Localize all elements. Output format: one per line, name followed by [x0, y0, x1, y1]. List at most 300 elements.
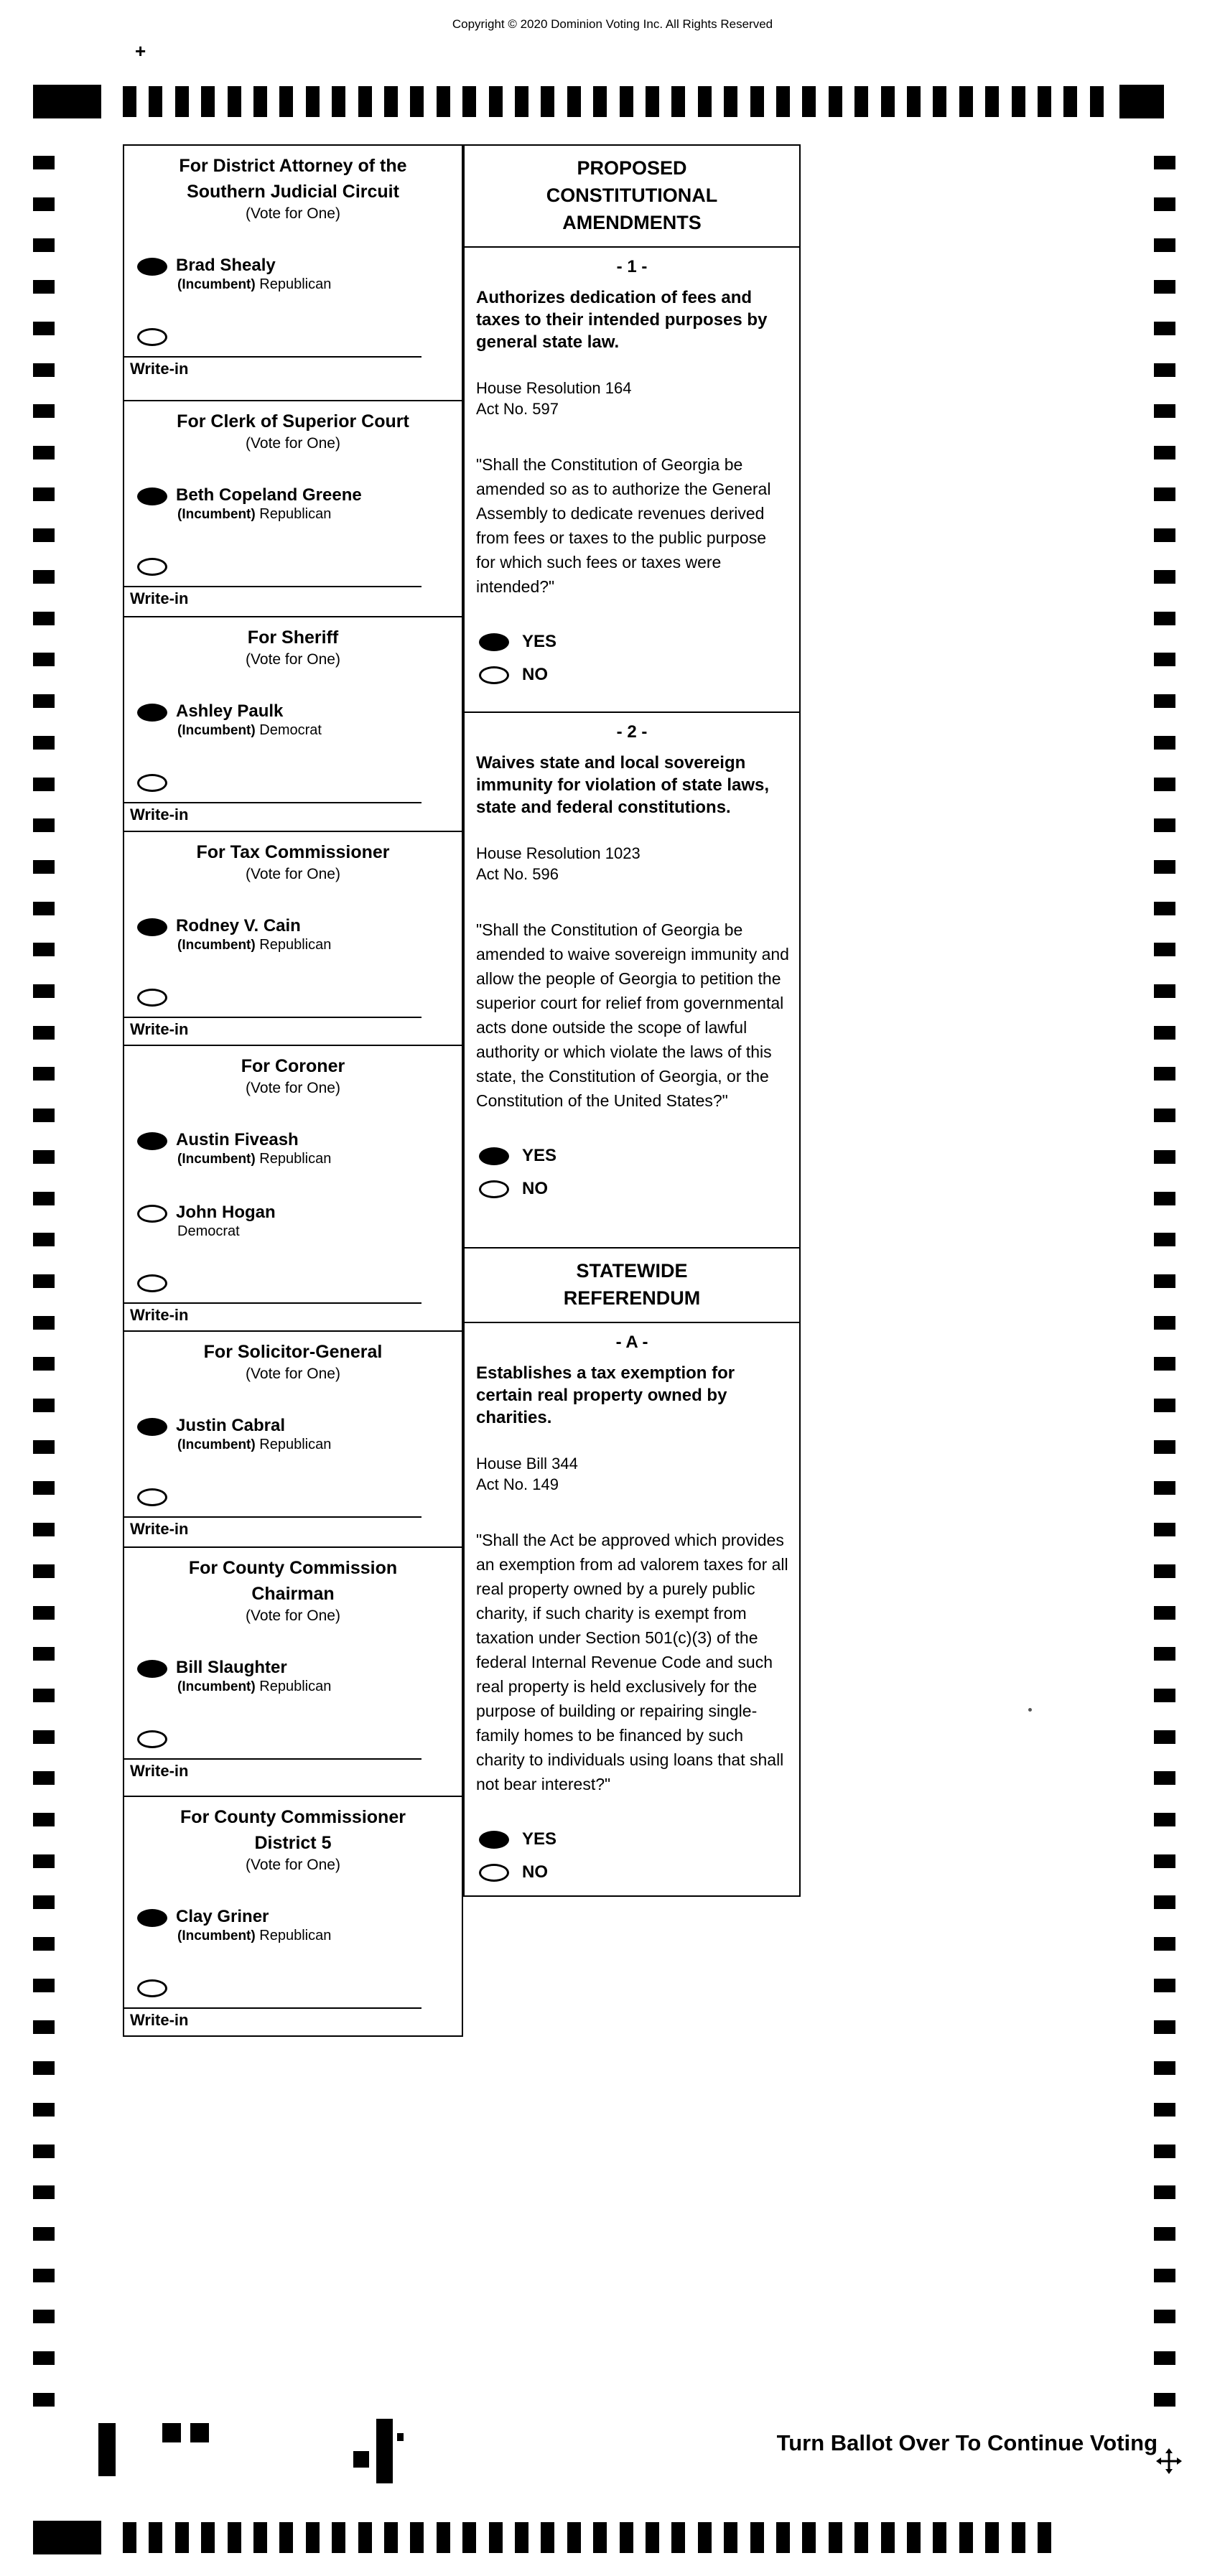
timing-mark: [1154, 1109, 1175, 1122]
timing-mark: [33, 612, 55, 625]
option-row: [479, 1179, 799, 1199]
timing-mark: [1154, 363, 1175, 377]
vote-bubble-filled[interactable]: [137, 487, 167, 505]
timing-mark: [1154, 1523, 1175, 1536]
timing-bar: [646, 2522, 659, 2553]
vote-bubble-filled[interactable]: [137, 704, 167, 722]
timing-mark: [1154, 280, 1175, 294]
timing-bar: [1012, 2522, 1025, 2553]
race-title: [124, 1555, 462, 1607]
timing-bar: [750, 86, 764, 117]
scan-dot-artifact: [1028, 1708, 1032, 1712]
timing-mark: [1154, 1440, 1175, 1454]
timing-mark: [1154, 1481, 1175, 1495]
measure-number: - A -: [615, 1333, 648, 1352]
timing-bar: [358, 2522, 372, 2553]
timing-mark: [1154, 570, 1175, 584]
timing-bar: [515, 2522, 528, 2553]
vote-bubble[interactable]: [479, 666, 509, 684]
timing-block: [33, 85, 101, 118]
timing-bar: [724, 2522, 737, 2553]
vote-bubble-filled[interactable]: [137, 1418, 167, 1436]
timing-mark: [33, 1606, 55, 1620]
race-box: [123, 1330, 463, 1548]
vote-bubble[interactable]: [479, 1864, 509, 1882]
timing-mark: [33, 570, 55, 584]
timing-mark: [1154, 156, 1175, 169]
candidate-name: Ashley Paulk: [176, 701, 284, 721]
race-title: [124, 409, 462, 434]
write-in-bubble-row: [124, 1274, 462, 1292]
timing-mark: [1154, 1192, 1175, 1205]
vote-bubble-filled[interactable]: [479, 1831, 509, 1849]
measure-references: [465, 843, 799, 885]
timing-mark: [33, 943, 55, 956]
timing-mark: [1154, 984, 1175, 998]
timing-mark: [33, 2351, 55, 2365]
measure-reference-line: House Resolution 164: [476, 379, 632, 397]
write-in-bubble-row: [124, 1730, 462, 1748]
timing-mark: [33, 1109, 55, 1122]
timing-bar: [149, 86, 162, 117]
timing-mark: [33, 446, 55, 459]
write-in-bubble-row: [124, 989, 462, 1007]
timing-bar: [279, 86, 293, 117]
candidate-party: Democrat: [177, 1223, 240, 1239]
crosshair-icon: [1155, 2447, 1183, 2475]
race-title-line: For District Attorney of the: [179, 156, 407, 176]
candidate-info: [176, 701, 322, 739]
candidate-party: (Incumbent) Republican: [177, 1151, 332, 1167]
timing-mark: [1154, 1067, 1175, 1081]
candidate-info: [176, 1203, 276, 1240]
timing-bar: [1090, 86, 1104, 117]
write-in-label: Write-in: [130, 1520, 189, 1538]
timing-bar: [462, 86, 476, 117]
timing-bar: [671, 86, 685, 117]
timing-bar: [802, 2522, 816, 2553]
candidate-row: [124, 1658, 462, 1696]
write-in-label: Write-in: [130, 1020, 189, 1038]
timing-bar: [750, 2522, 764, 2553]
timing-mark: [1154, 197, 1175, 211]
vote-bubble-filled[interactable]: [479, 1147, 509, 1165]
timing-bar: [1063, 86, 1077, 117]
timing-bar: [384, 86, 398, 117]
timing-bar: [698, 2522, 712, 2553]
timing-bar: [541, 86, 554, 117]
option-label: NO: [522, 1862, 548, 1882]
timing-bar: [829, 2522, 842, 2553]
candidate-row: [124, 485, 462, 523]
timing-mark: [1154, 1564, 1175, 1578]
write-in-bubble-row: [124, 558, 462, 576]
candidate-row: [124, 1203, 462, 1240]
timing-mark: [1154, 653, 1175, 666]
timing-mark: [1154, 2020, 1175, 2034]
race-title: [124, 1804, 462, 1856]
measures-header-line: CONSTITUTIONAL: [546, 185, 718, 206]
vote-bubble-filled[interactable]: [137, 1909, 167, 1927]
race-box: [123, 144, 463, 401]
candidate-name: Brad Shealy: [176, 256, 276, 275]
timing-bar: [332, 2522, 345, 2553]
timing-mark: [33, 2103, 55, 2117]
timing-mark: [1154, 2310, 1175, 2323]
measures-header-line: PROPOSED: [577, 157, 687, 179]
timing-bar: [228, 86, 241, 117]
timing-marks-bottom: [0, 2521, 1225, 2554]
race-title-line: For County Commission: [188, 1558, 398, 1578]
timing-mark: [1154, 1233, 1175, 1246]
candidate-info: [176, 1658, 331, 1696]
incumbent-label: (Incumbent): [177, 938, 256, 953]
timing-mark: [1154, 1606, 1175, 1620]
timing-bar: [646, 86, 659, 117]
timing-mark: [33, 1813, 55, 1826]
vote-for-instruction: (Vote for One): [246, 651, 340, 668]
timing-mark: [1154, 1150, 1175, 1164]
timing-mark: [33, 736, 55, 750]
timing-mark: [1154, 1399, 1175, 1412]
timing-mark: [33, 860, 55, 874]
timing-bar: [985, 86, 999, 117]
measure-options: [465, 632, 799, 685]
write-in-bubble[interactable]: [137, 558, 167, 576]
race-title-line: Chairman: [251, 1584, 335, 1604]
timing-mark: [1154, 902, 1175, 915]
timing-bar: [1038, 86, 1051, 117]
timing-bar: [907, 86, 921, 117]
timing-mark: [1154, 1854, 1175, 1868]
timing-mark: [33, 2227, 55, 2241]
timing-bar: [724, 86, 737, 117]
timing-mark: [1154, 1979, 1175, 1992]
timing-mark: [1154, 1813, 1175, 1826]
candidate-party: (Incumbent) Republican: [177, 1437, 332, 1452]
timing-mark: [1154, 322, 1175, 335]
measures-header-line: STATEWIDE: [576, 1260, 688, 1282]
race-title: [124, 839, 462, 865]
timing-mark: [1154, 1895, 1175, 1909]
candidate-row: [124, 1907, 462, 1945]
timing-mark: [33, 363, 55, 377]
timing-marks-top: [0, 85, 1225, 118]
timing-mark: [33, 1150, 55, 1164]
timing-mark: [1154, 446, 1175, 459]
races-column: [123, 144, 463, 2037]
timing-mark: [1154, 1771, 1175, 1785]
timing-bar: [253, 2522, 267, 2553]
timing-bar: [279, 2522, 293, 2553]
vote-bubble-filled[interactable]: [479, 633, 509, 651]
timing-bar: [959, 86, 973, 117]
timing-mark: [33, 902, 55, 915]
timing-bar: [985, 2522, 999, 2553]
option-label: YES: [522, 1829, 557, 1849]
footer-timing-square: [353, 2451, 369, 2468]
measure-number: - 2 -: [616, 722, 648, 742]
vote-bubble[interactable]: [137, 1205, 167, 1223]
timing-mark: [33, 528, 55, 542]
timing-bar: [776, 86, 790, 117]
timing-mark: [33, 1523, 55, 1536]
race-title: [124, 1339, 462, 1365]
timing-bar: [253, 86, 267, 117]
footer-timing-bar: [376, 2419, 393, 2483]
timing-bar: [620, 86, 633, 117]
timing-mark: [1154, 2103, 1175, 2117]
timing-bar: [959, 2522, 973, 2553]
option-row: [479, 1829, 799, 1849]
timing-bar: [907, 2522, 921, 2553]
incumbent-label: (Incumbent): [177, 723, 256, 738]
timing-mark: [1154, 2227, 1175, 2241]
candidate-info: [176, 256, 331, 294]
measure-references: [465, 378, 799, 419]
timing-bar: [175, 86, 189, 117]
timing-mark: [1154, 2145, 1175, 2158]
timing-mark: [1154, 860, 1175, 874]
vote-for-instruction: (Vote for One): [246, 1080, 340, 1096]
candidate-name: Austin Fiveash: [176, 1130, 299, 1149]
timing-bar: [802, 86, 816, 117]
footer-timing-square: [162, 2423, 181, 2442]
write-in-bubble-row: [124, 328, 462, 346]
timing-mark: [1154, 404, 1175, 418]
timing-bar: [384, 2522, 398, 2553]
timing-bar: [228, 2522, 241, 2553]
timing-mark: [1154, 2351, 1175, 2365]
timing-mark: [33, 1689, 55, 1702]
timing-bar: [437, 2522, 450, 2553]
incumbent-label: (Incumbent): [177, 1152, 256, 1167]
timing-bar: [201, 86, 215, 117]
candidate-name: Clay Griner: [176, 1907, 269, 1926]
timing-mark: [33, 1233, 55, 1246]
timing-mark: [33, 1564, 55, 1578]
footer-timing-bar: [98, 2423, 116, 2476]
timing-bar: [698, 86, 712, 117]
vote-bubble-filled[interactable]: [137, 1660, 167, 1678]
timing-mark: [33, 1067, 55, 1081]
timing-mark: [1154, 818, 1175, 832]
measure-reference-line: Act No. 596: [476, 865, 559, 883]
vote-bubble-filled[interactable]: [137, 918, 167, 936]
candidate-row: [124, 701, 462, 739]
timing-bar: [410, 2522, 424, 2553]
measure-box: [463, 246, 801, 713]
timing-mark: [33, 1440, 55, 1454]
write-in-bubble[interactable]: [137, 1274, 167, 1292]
vote-bubble-filled[interactable]: [137, 258, 167, 276]
candidate-party: (Incumbent) Republican: [177, 276, 332, 292]
race-box: [123, 616, 463, 832]
write-in-bubble[interactable]: [137, 774, 167, 792]
race-title-line: For Coroner: [241, 1056, 345, 1076]
race-box: [123, 831, 463, 1046]
incumbent-label: (Incumbent): [177, 1928, 256, 1943]
vote-bubble[interactable]: [479, 1180, 509, 1198]
write-in-bubble[interactable]: [137, 1979, 167, 1997]
write-in-label: Write-in: [130, 589, 189, 607]
vote-for-instruction: (Vote for One): [246, 1857, 340, 1873]
timing-mark: [33, 1026, 55, 1040]
timing-mark: [1154, 2061, 1175, 2075]
timing-bar: [201, 2522, 215, 2553]
vote-for-instruction: (Vote for One): [246, 1366, 340, 1382]
candidate-name: John Hogan: [176, 1203, 276, 1222]
measure-reference-line: House Resolution 1023: [476, 844, 641, 862]
candidate-info: [176, 1416, 331, 1454]
write-in-bubble[interactable]: [137, 1730, 167, 1748]
timing-bar: [854, 2522, 868, 2553]
option-row: [479, 632, 799, 652]
timing-mark: [33, 1979, 55, 1992]
race-title-line: For Solicitor-General: [203, 1342, 383, 1362]
measure-reference-line: House Bill 344: [476, 1455, 578, 1473]
race-box: [123, 1796, 463, 2037]
measure-question: "Shall the Constitution of Georgia be amended so as to authorize the General Assembly to dedicate revenues derived from fees or taxes to the public purpose for which such fees or taxes were intended?": [476, 455, 771, 596]
timing-block: [33, 2521, 101, 2554]
write-in-label: Write-in: [130, 806, 189, 823]
vote-for-instruction: (Vote for One): [246, 205, 340, 222]
race-title-line: For Sheriff: [247, 627, 339, 648]
timing-mark: [33, 1399, 55, 1412]
option-label: YES: [522, 1146, 557, 1165]
timing-mark: [1154, 1730, 1175, 1744]
timing-mark: [33, 404, 55, 418]
timing-bar: [123, 2522, 136, 2553]
timing-mark: [1154, 1689, 1175, 1702]
timing-bar: [123, 86, 136, 117]
option-label: NO: [522, 1179, 548, 1198]
timing-mark: [1154, 1357, 1175, 1371]
write-in-label: Write-in: [130, 1762, 189, 1780]
option-row: [479, 1146, 799, 1166]
timing-mark: [33, 1771, 55, 1785]
timing-mark: [33, 197, 55, 211]
timing-bar: [1038, 2522, 1051, 2553]
timing-mark: [33, 1895, 55, 1909]
timing-bar: [306, 2522, 320, 2553]
timing-bar: [175, 2522, 189, 2553]
candidate-party: (Incumbent) Republican: [177, 937, 332, 953]
timing-bar: [620, 2522, 633, 2553]
measures-header: [463, 144, 801, 248]
option-label: YES: [522, 632, 557, 651]
measure-question: "Shall the Constitution of Georgia be amended to waive sovereign immunity and allow the people of Georgia to petition the superior court for relief from governmental acts done outside the scope of lawful authority or which violate the laws of this state, the Constitution of Georgia, or the Constitution of the United States?": [476, 920, 789, 1110]
timing-mark: [33, 1316, 55, 1330]
timing-bar: [462, 2522, 476, 2553]
timing-mark: [1154, 487, 1175, 501]
vote-for-instruction: (Vote for One): [246, 1607, 340, 1624]
timing-bar: [593, 2522, 607, 2553]
candidate-party: (Incumbent) Democrat: [177, 722, 322, 738]
timing-mark: [33, 653, 55, 666]
option-row: [479, 665, 799, 685]
race-title-line: District 5: [254, 1833, 332, 1853]
race-box: [123, 400, 463, 617]
candidate-info: [176, 1907, 331, 1945]
timing-mark: [33, 2393, 55, 2407]
timing-mark: [1154, 1026, 1175, 1040]
race-title-line: For Tax Commissioner: [196, 842, 390, 862]
vote-bubble-filled[interactable]: [137, 1132, 167, 1150]
measures-header: [463, 1247, 801, 1323]
timing-bar: [776, 2522, 790, 2553]
timing-mark: [33, 487, 55, 501]
timing-mark: [1154, 2185, 1175, 2199]
race-title: [124, 1053, 462, 1079]
timing-bar: [410, 86, 424, 117]
measure-options: [465, 1146, 799, 1199]
write-in-bubble[interactable]: [137, 1488, 167, 1506]
timing-bar: [593, 86, 607, 117]
write-in-bubble-row: [124, 1488, 462, 1506]
copyright-text: Copyright © 2020 Dominion Voting Inc. All Rights Reserved: [452, 17, 773, 31]
write-in-label: Write-in: [130, 1306, 189, 1324]
write-in-label: Write-in: [130, 2011, 189, 2029]
race-title-line: For County Commissioner: [180, 1807, 406, 1827]
timing-bar: [149, 2522, 162, 2553]
candidate-row: [124, 1130, 462, 1168]
option-row: [479, 1862, 799, 1882]
timing-bar: [671, 2522, 685, 2553]
timing-bar: [332, 86, 345, 117]
timing-mark: [1154, 528, 1175, 542]
timing-mark: [33, 1481, 55, 1495]
timing-mark: [33, 1854, 55, 1868]
race-title: [124, 153, 462, 205]
timing-bar: [1012, 86, 1025, 117]
measures-header-line: AMENDMENTS: [562, 212, 702, 233]
candidate-info: [176, 916, 331, 954]
timing-bar: [567, 2522, 581, 2553]
write-in-bubble[interactable]: [137, 328, 167, 346]
incumbent-label: (Incumbent): [177, 507, 256, 522]
candidate-info: [176, 485, 362, 523]
timing-mark: [1154, 778, 1175, 791]
write-in-bubble[interactable]: [137, 989, 167, 1007]
timing-bar: [541, 2522, 554, 2553]
timing-bar: [489, 2522, 503, 2553]
timing-bar: [829, 86, 842, 117]
incumbent-label: (Incumbent): [177, 1437, 256, 1452]
measure-reference-line: Act No. 597: [476, 400, 559, 418]
incumbent-label: (Incumbent): [177, 1679, 256, 1694]
timing-mark: [1154, 736, 1175, 750]
footer-timing-square: [190, 2423, 209, 2442]
timing-mark: [33, 1274, 55, 1288]
race-box: [123, 1546, 463, 1797]
timing-bar: [933, 86, 946, 117]
timing-mark: [33, 280, 55, 294]
timing-bar: [854, 86, 868, 117]
measures-column: [463, 144, 801, 1897]
timing-mark: [1154, 943, 1175, 956]
race-title-line: Southern Judicial Circuit: [187, 182, 399, 202]
measures-header-line: REFERENDUM: [563, 1287, 701, 1309]
race-box: [123, 1045, 463, 1332]
timing-mark: [33, 2185, 55, 2199]
timing-mark: [33, 778, 55, 791]
timing-mark: [33, 694, 55, 708]
measure-number: - 1 -: [616, 257, 648, 276]
timing-mark: [1154, 2393, 1175, 2407]
measure-summary: Establishes a tax exemption for certain real property owned by charities.: [476, 1363, 735, 1427]
measure-box: [463, 1322, 801, 1897]
